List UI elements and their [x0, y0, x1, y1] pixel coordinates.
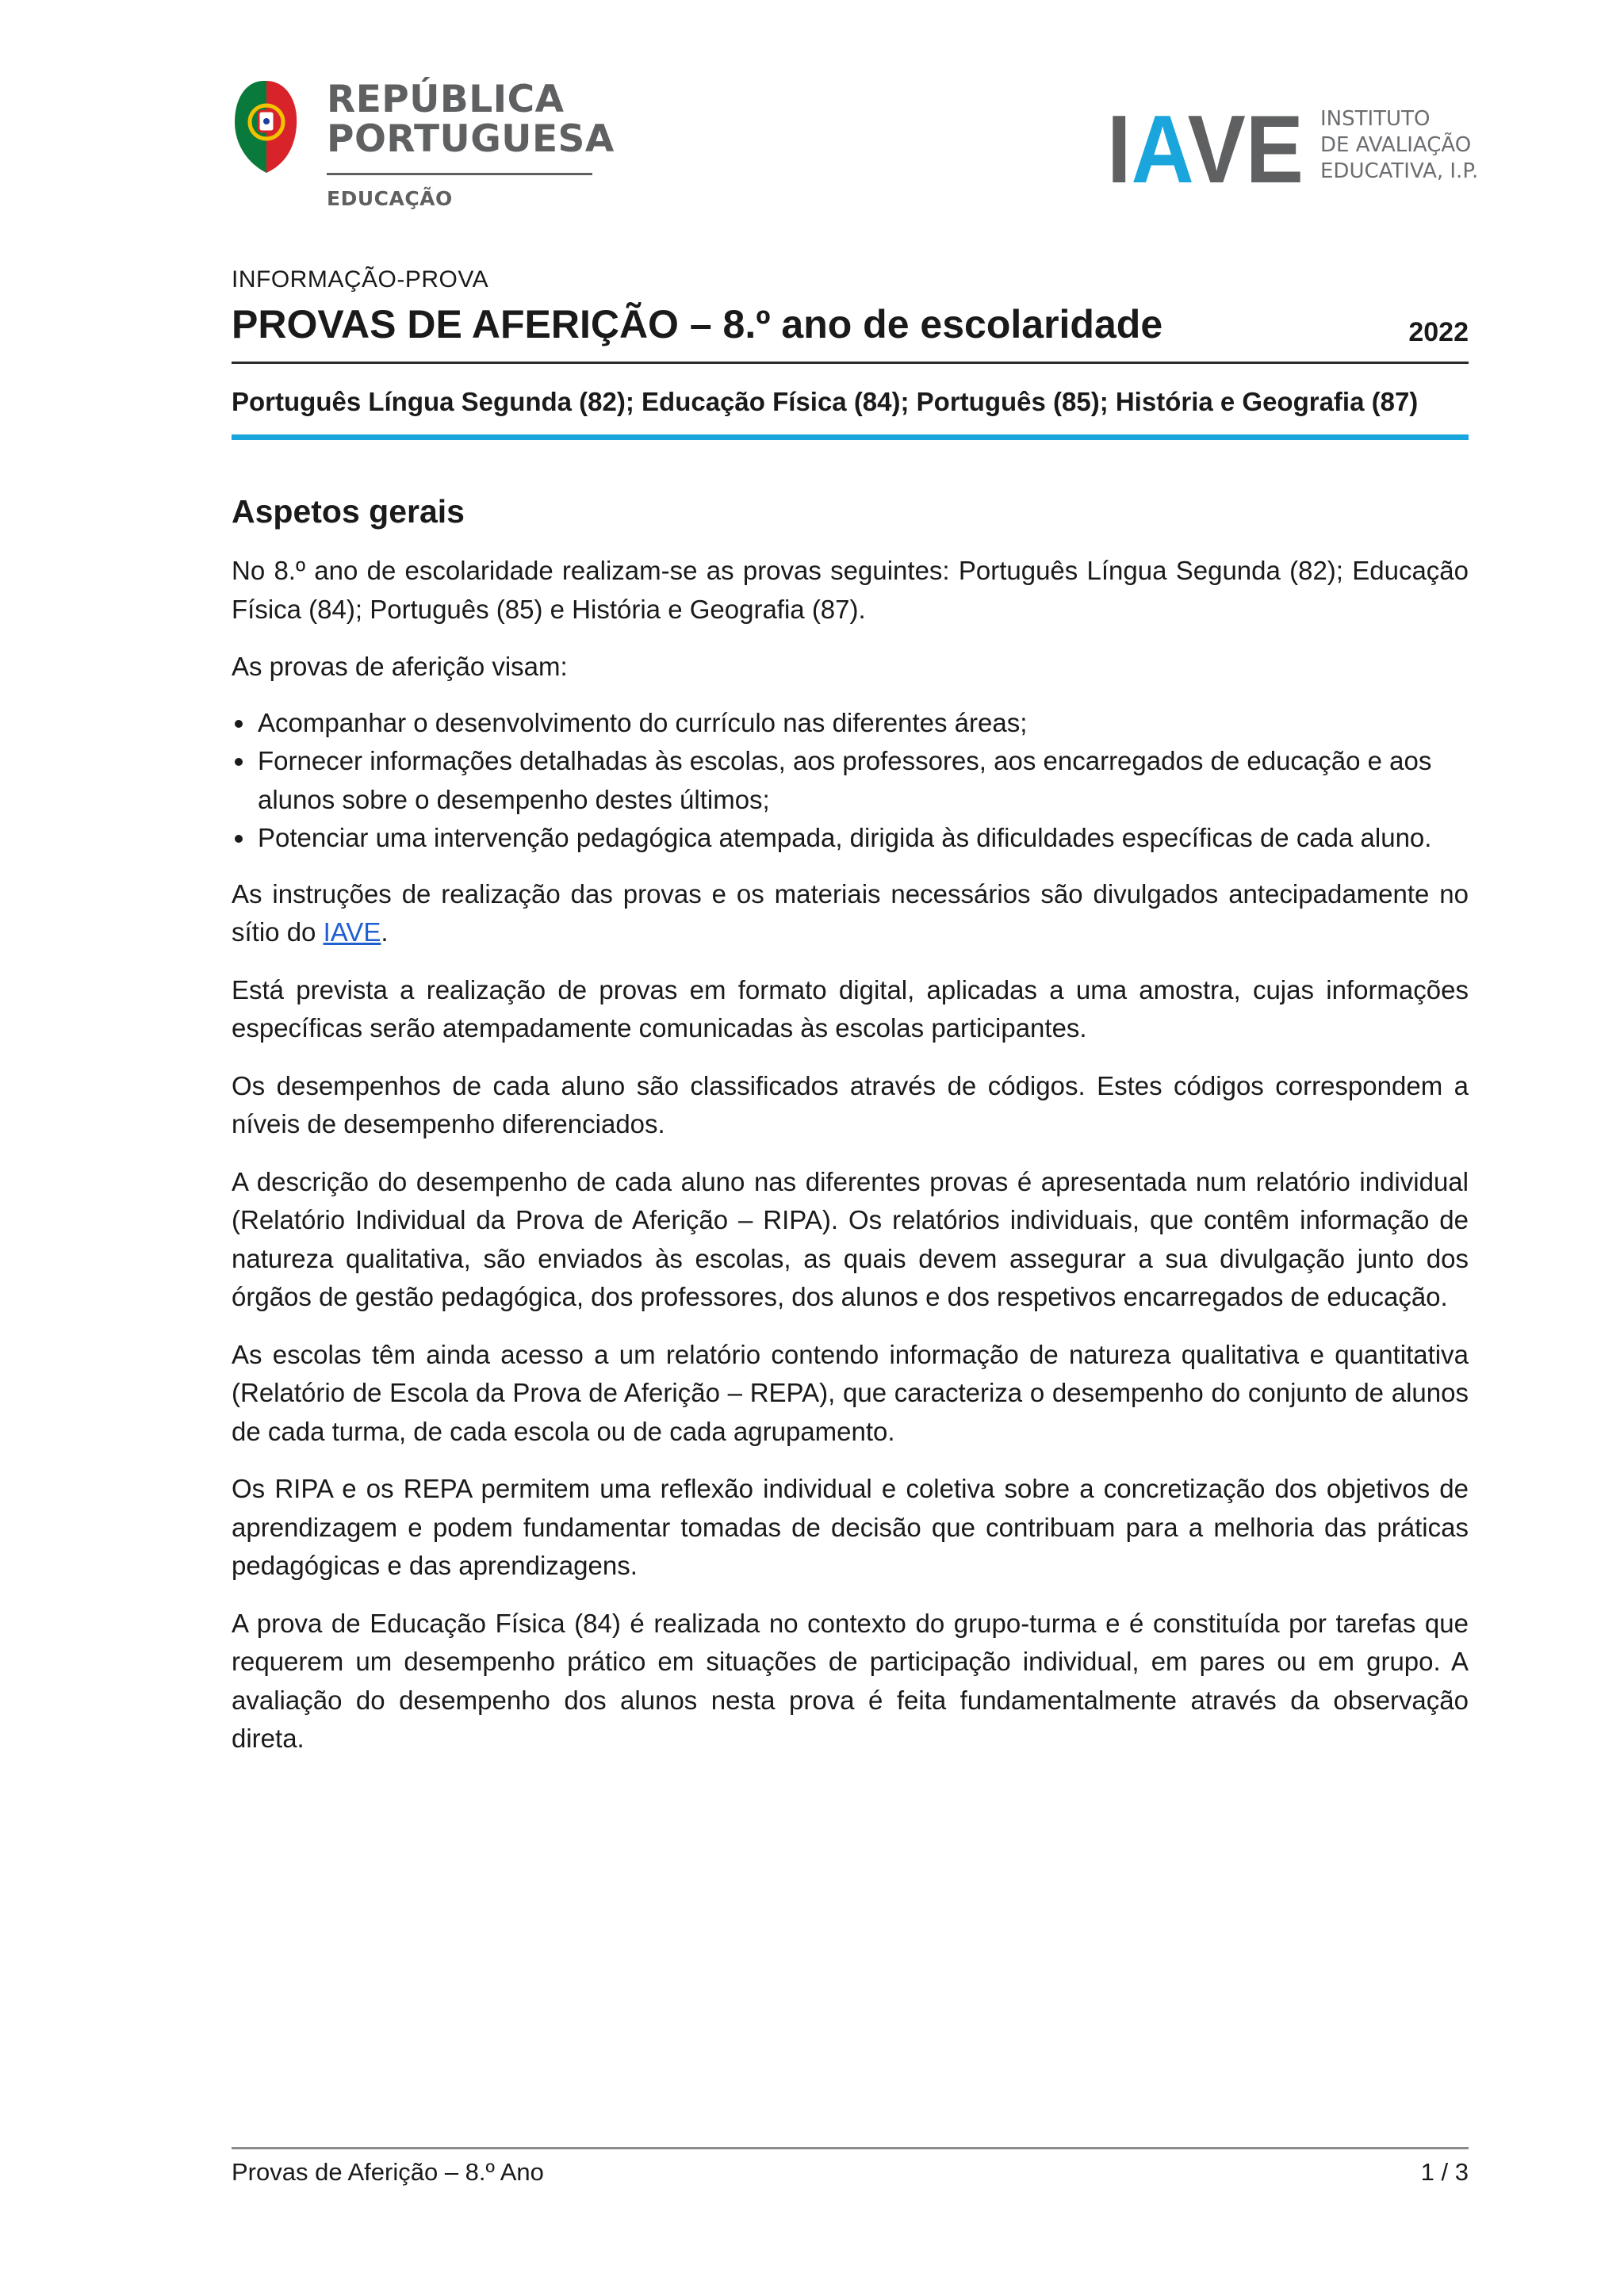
- paragraph-7: As escolas têm ainda acesso a um relatório contendo informação de natureza qualitativa e quantitativa (Relatório de Escola da Prova de Aferição – REPA), que caracteriza o desempenho do conjunto de alunos de cada turma, de cada escola ou de cada agrupamento.: [232, 1339, 1469, 1446]
- republica-logo-line2: PORTUGUESA: [327, 117, 615, 161]
- list-item-text: Potenciar uma intervenção pedagógica atempada, dirigida às dificuldades específicas de cada aluno.: [258, 823, 1432, 852]
- list-item-text: Acompanhar o desenvolvimento do currículo nas diferentes áreas;: [258, 707, 1028, 737]
- footer-divider: [232, 2147, 1469, 2149]
- paragraph-6: A descrição do desempenho de cada aluno nas diferentes provas é apresentada num relatório individual (Relatório Individual da Prova de Aferição – RIPA). Os relatórios individuais, que contêm informação de natureza qualitativa, são enviados às escolas, as quais devem assegurar a sua divulgação junto dos órgãos de gestão pedagógica, dos professores, dos alunos e dos respetivos encarregados de educação.: [232, 1166, 1469, 1311]
- aims-list: [232, 704, 1469, 858]
- portuguese-flag-emblem-icon: [232, 76, 300, 176]
- republica-logo-subtitle: EDUCAÇÃO: [327, 187, 453, 210]
- bullet-icon: [235, 758, 243, 766]
- title-divider: [232, 362, 1469, 364]
- paragraph-9: A prova de Educação Física (84) é realizada no contexto do grupo-turma e é constituída por tarefas que requerem um desempenho prático em situações de participação individual, em pares ou em grupo. A avaliação do desempenho dos alunos nesta prova é feita fundamentalmente através da observação direta.: [232, 1608, 1469, 1753]
- document-year: 2022: [1408, 317, 1469, 347]
- paragraph-3-end: .: [381, 917, 389, 947]
- list-item: [232, 742, 1469, 819]
- document-body: [232, 552, 1469, 1777]
- page-number: 1 / 3: [1420, 2158, 1469, 2186]
- paragraph-3: [232, 875, 1469, 952]
- iave-mark-letters-ve: VE: [1187, 95, 1317, 203]
- footer-title: Provas de Aferição – 8.º Ano: [232, 2158, 544, 2186]
- bullet-icon: [235, 720, 243, 728]
- subjects-line: Português Língua Segunda (82); Educação Física (84); Português (85); História e Geografia (87): [232, 387, 1419, 416]
- republica-logo-divider: [327, 173, 592, 175]
- iave-logo-line1: INSTITUTO: [1320, 107, 1431, 131]
- paragraph-8: Os RIPA e os REPA permitem uma reflexão individual e coletiva sobre a concretização dos objetivos de aprendizagem e podem fundamentar tomadas de decisão que contribuam para a melhoria das práticas pedagógicas e das aprendizagens.: [232, 1474, 1469, 1580]
- list-item: [232, 819, 1469, 858]
- paragraph-2: As provas de aferição visam:: [232, 652, 568, 681]
- svg-text:IAVE: [1107, 95, 1317, 203]
- republica-logo-line1: REPÚBLICA: [327, 78, 565, 121]
- paragraph-3-text: As instruções de realização das provas e os materiais necessários são divulgados antecipadamente no sítio do: [232, 878, 1469, 947]
- paragraph-4: Está prevista a realização de provas em formato digital, aplicadas a uma amostra, cujas informações específicas serão atempadamente comunicadas às escolas participantes.: [232, 974, 1469, 1043]
- iave-logo-mark: [1107, 95, 1317, 203]
- page-title: PROVAS DE AFERIÇÃO – 8.º ano de escolaridade: [232, 302, 1163, 346]
- paragraph-1: No 8.º ano de escolaridade realizam-se as provas seguintes: Português Língua Segunda (82); Educação Física (84); Português (85) e História e Geografia (87).: [232, 556, 1469, 624]
- list-item: [232, 704, 1469, 743]
- iave-mark-letter-a: A: [1131, 95, 1194, 203]
- paragraph-5: Os desempenhos de cada aluno são classificados através de códigos. Estes códigos correspondem a níveis de desempenho diferenciados.: [232, 1070, 1469, 1138]
- document-type-label: INFORMAÇÃO-PROVA: [232, 266, 489, 293]
- iave-logo-line2: DE AVALIAÇÃO: [1320, 133, 1472, 157]
- section-heading: Aspetos gerais: [232, 493, 465, 530]
- iave-logo-line3: EDUCATIVA, I.P.: [1320, 159, 1479, 183]
- bullet-icon: [235, 835, 243, 843]
- iave-link[interactable]: IAVE: [323, 917, 381, 947]
- iave-mark-letter-i: I: [1107, 95, 1134, 203]
- list-item-text: Fornecer informações detalhadas às escolas, aos professores, aos encarregados de educação e aos alunos sobre o desempenho destes últimos;: [258, 746, 1432, 814]
- accent-divider: [232, 434, 1469, 440]
